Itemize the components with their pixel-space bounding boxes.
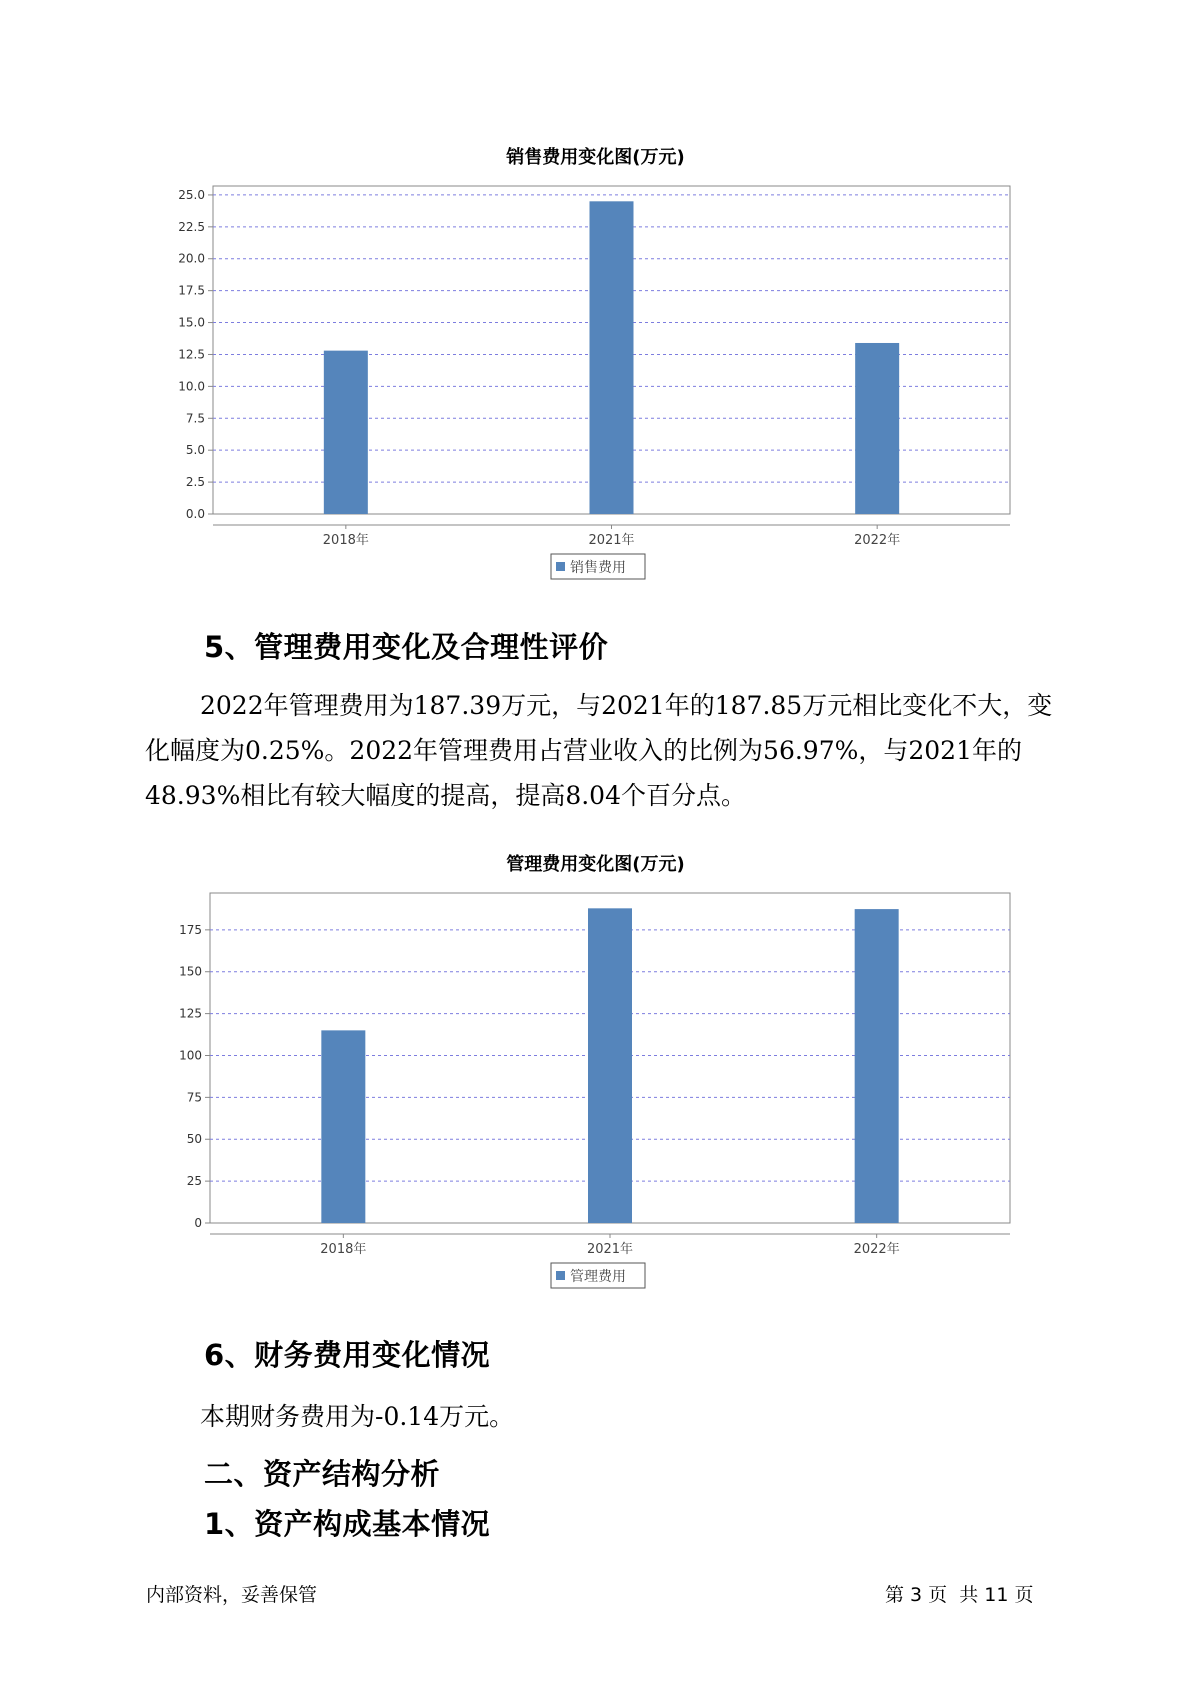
- section-5-heading: 5、管理费用变化及合理性评价: [204, 630, 609, 664]
- y-tick-label: 12.5: [178, 347, 205, 362]
- y-tick-label: 150: [179, 964, 202, 979]
- y-tick-label: 2.5: [185, 475, 205, 490]
- y-tick-label: 15.0: [178, 315, 205, 330]
- x-tick-label: 2018年: [322, 533, 369, 548]
- chart-title-admin-expense: 管理费用变化图(万元): [506, 854, 685, 875]
- y-tick-label: 17.5: [178, 283, 205, 298]
- x-tick-label: 2022年: [854, 533, 901, 548]
- part-2-subheading: 1、资产构成基本情况: [204, 1507, 491, 1541]
- bar: [855, 343, 899, 514]
- legend-label: 销售费用: [570, 560, 626, 576]
- section-5-paragraph: [145, 683, 1055, 818]
- y-tick-label: 0.0: [185, 507, 205, 521]
- sales-expense-chart: [0, 168, 1191, 588]
- y-tick-label: 10.0: [178, 379, 205, 394]
- section-5-text: 2022年管理费用为187.39万元，与2021年的187.85万元相比变化不大，变化幅度为0.25%。2022年管理费用占营业收入的比例为56.97%，与2021年的48.93%相比有较大幅度的提高，提高8.04个百分点。: [145, 691, 1053, 810]
- bar: [855, 909, 899, 1223]
- part-2-heading: 二、资产结构分析: [204, 1457, 441, 1491]
- bar: [321, 1030, 365, 1223]
- section-6-heading: 6、财务费用变化情况: [204, 1338, 491, 1372]
- y-tick-label: 5.0: [185, 443, 205, 458]
- chart-title-sales-expense: 销售费用变化图(万元): [506, 147, 685, 168]
- x-tick-label: 2021年: [586, 1242, 634, 1257]
- y-tick-label: 7.5: [185, 411, 205, 426]
- x-tick-label: 2022年: [853, 1242, 900, 1257]
- footer-page-number: 第 3 页 共 11 页: [885, 1584, 1034, 1606]
- legend-swatch: [556, 1271, 565, 1280]
- bar: [590, 201, 634, 514]
- y-tick-label: 0: [194, 1216, 202, 1230]
- y-tick-label: 75: [186, 1090, 202, 1105]
- y-tick-label: 22.5: [178, 219, 205, 234]
- admin-expense-chart: [0, 875, 1191, 1295]
- y-tick-label: 25.0: [178, 187, 205, 202]
- bar: [324, 351, 368, 514]
- section-6-paragraph: 本期财务费用为-0.14万元。: [200, 1402, 515, 1431]
- y-tick-label: 125: [179, 1006, 202, 1021]
- y-tick-label: 50: [186, 1132, 202, 1147]
- bar: [588, 908, 632, 1223]
- legend-swatch: [556, 562, 565, 571]
- y-tick-label: 175: [179, 922, 202, 937]
- y-tick-label: 20.0: [178, 251, 205, 266]
- y-tick-label: 100: [179, 1048, 202, 1063]
- y-tick-label: 25: [186, 1174, 202, 1189]
- footer-confidential: 内部资料，妥善保管: [146, 1584, 318, 1606]
- legend-label: 管理费用: [570, 1269, 626, 1285]
- x-tick-label: 2018年: [320, 1242, 367, 1257]
- x-tick-label: 2021年: [588, 533, 635, 548]
